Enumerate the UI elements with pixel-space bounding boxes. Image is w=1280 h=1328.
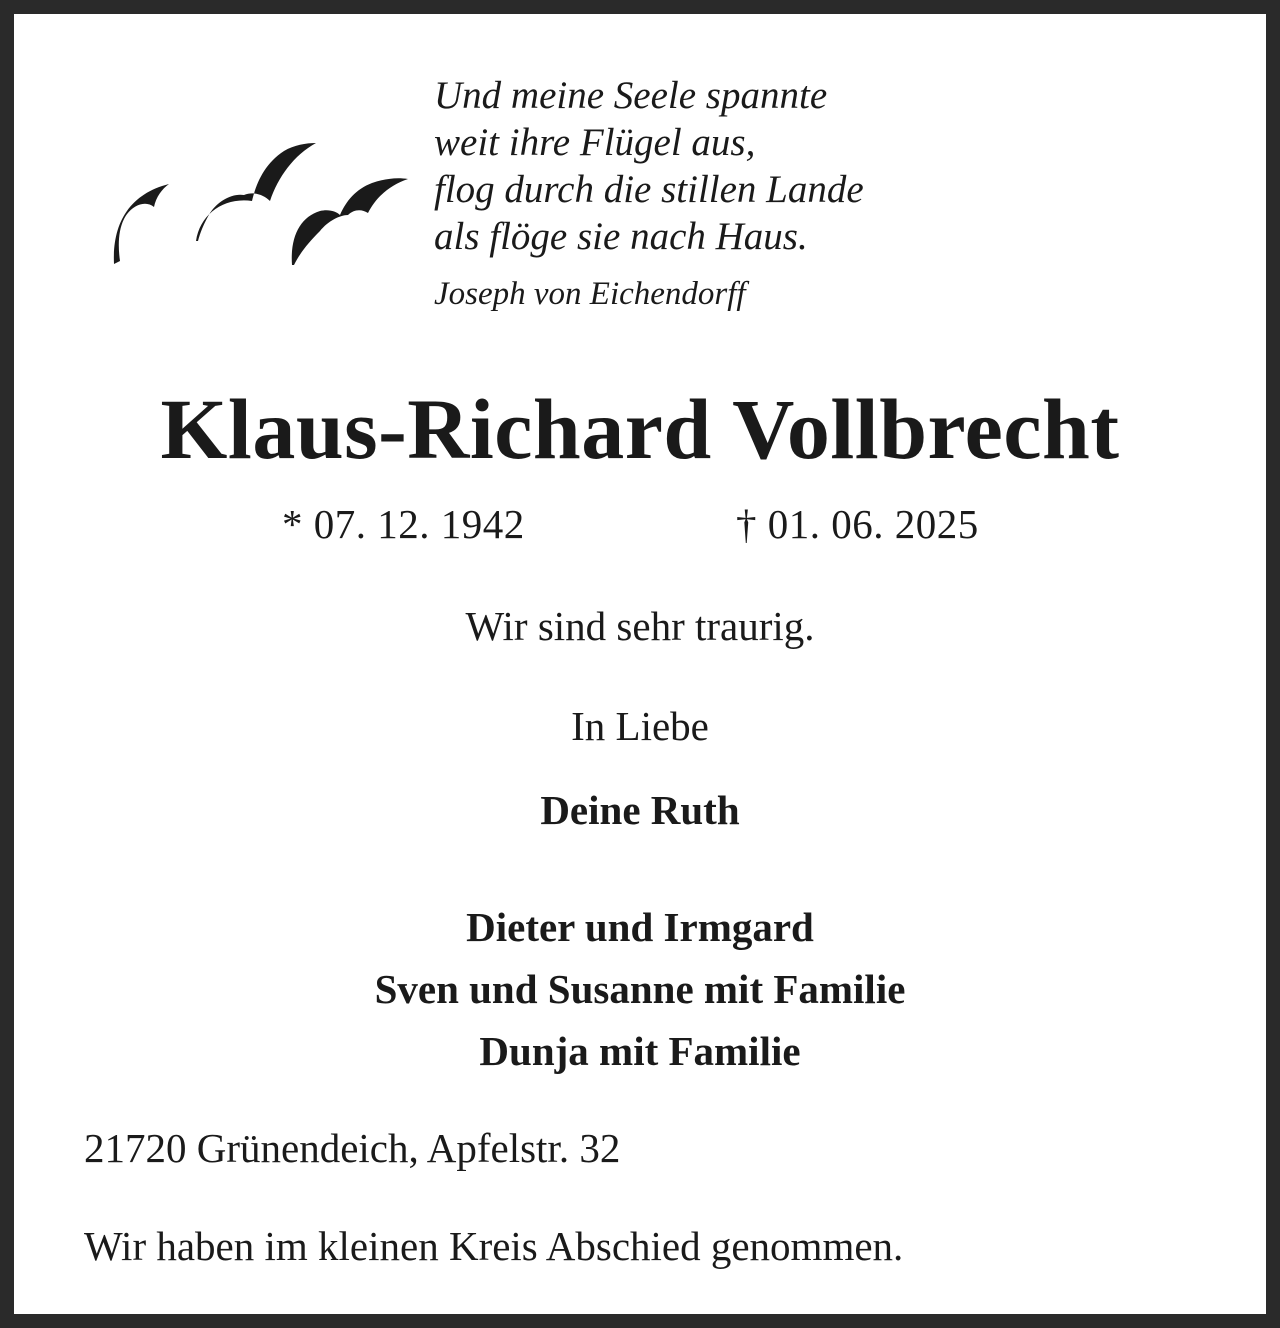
death-date: † 01. 06. 2025 [736,501,979,547]
poem-line: flog durch die stillen Lande [434,168,864,211]
bird-small-icon [114,184,169,264]
sad-message: Wir sind sehr traurig. [465,603,815,649]
family-member: Sven und Susanne mit Familie [374,966,906,1012]
poem-line: Und meine Seele spannte [434,74,828,117]
family-member: Dunja mit Familie [479,1028,801,1074]
poem-line: als flöge sie nach Haus. [434,215,808,258]
flying-birds-icon [94,129,414,274]
deceased-name: Klaus-Richard Vollbrecht [160,381,1120,477]
address: 21720 Grünendeich, Apfelstr. 32 [84,1125,621,1171]
family-list [14,896,1266,1082]
obituary-notice [14,14,1266,1314]
farewell-note: Wir haben im kleinen Kreis Abschied genommen. [84,1223,904,1269]
poem-line: weit ihre Flügel aus, [434,121,756,164]
love-line: In Liebe [571,703,709,749]
birth-date: * 07. 12. 1942 [282,501,525,547]
bird-middle-icon [196,143,316,241]
poem-author: Joseph von Eichendorff [434,276,746,312]
family-member: Dieter und Irmgard [466,904,814,950]
spouse-name: Deine Ruth [540,787,740,833]
bird-large-icon [292,178,408,265]
poem [434,72,864,260]
